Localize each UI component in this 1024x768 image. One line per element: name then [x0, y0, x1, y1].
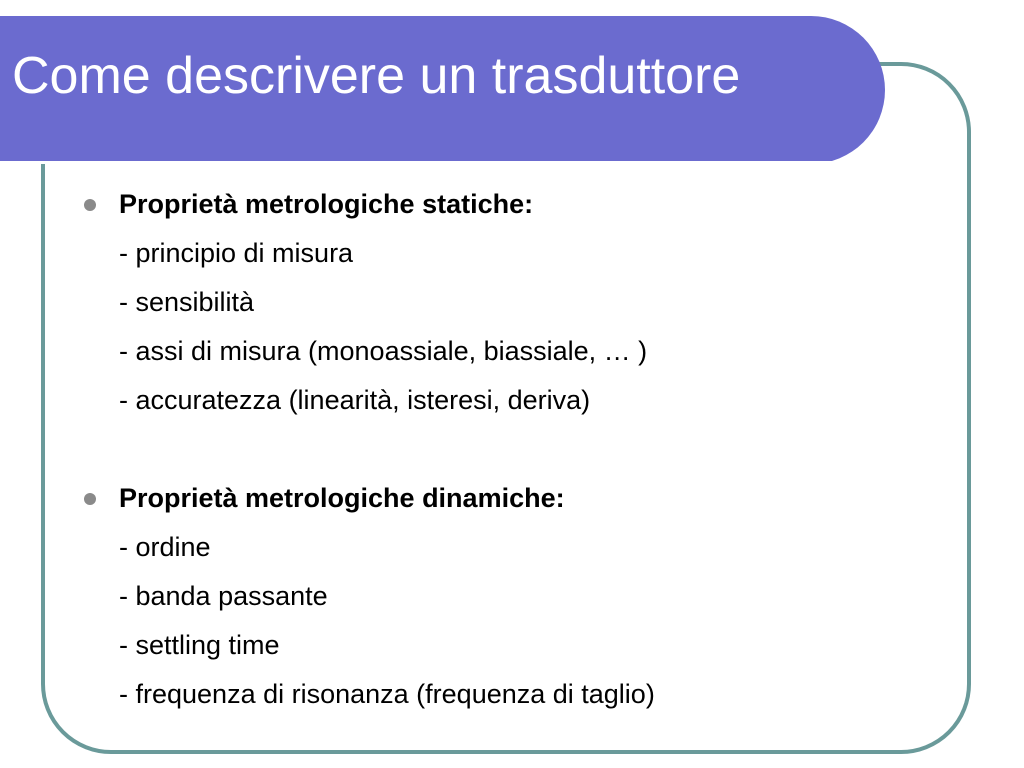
bullet-section-dynamic	[80, 474, 940, 719]
sub-item: - ordine	[119, 532, 211, 562]
sub-item: - assi di misura (monoassiale, biassiale, … )	[119, 336, 648, 366]
slide-title: Come descrivere un trasduttore	[12, 47, 741, 105]
section-heading: Proprietà metrologiche dinamiche:	[119, 483, 565, 513]
sub-item: - settling time	[119, 630, 280, 660]
section-heading: Proprietà metrologiche statiche:	[119, 189, 534, 219]
sub-item: - accuratezza (linearità, isteresi, deriva)	[119, 385, 591, 415]
bullet-row	[80, 474, 940, 523]
bullet-row	[80, 180, 940, 229]
bullet-dot-icon	[84, 493, 96, 505]
sub-item: - frequenza di risonanza (frequenza di taglio)	[119, 679, 655, 709]
title-underline	[0, 161, 870, 164]
bullet-section-static	[80, 180, 940, 425]
sub-item: - sensibilità	[119, 287, 255, 317]
sub-item: - principio di misura	[119, 238, 354, 268]
sub-item: - banda passante	[119, 581, 328, 611]
bullet-dot-icon	[84, 199, 96, 211]
bullet-list	[80, 180, 940, 768]
